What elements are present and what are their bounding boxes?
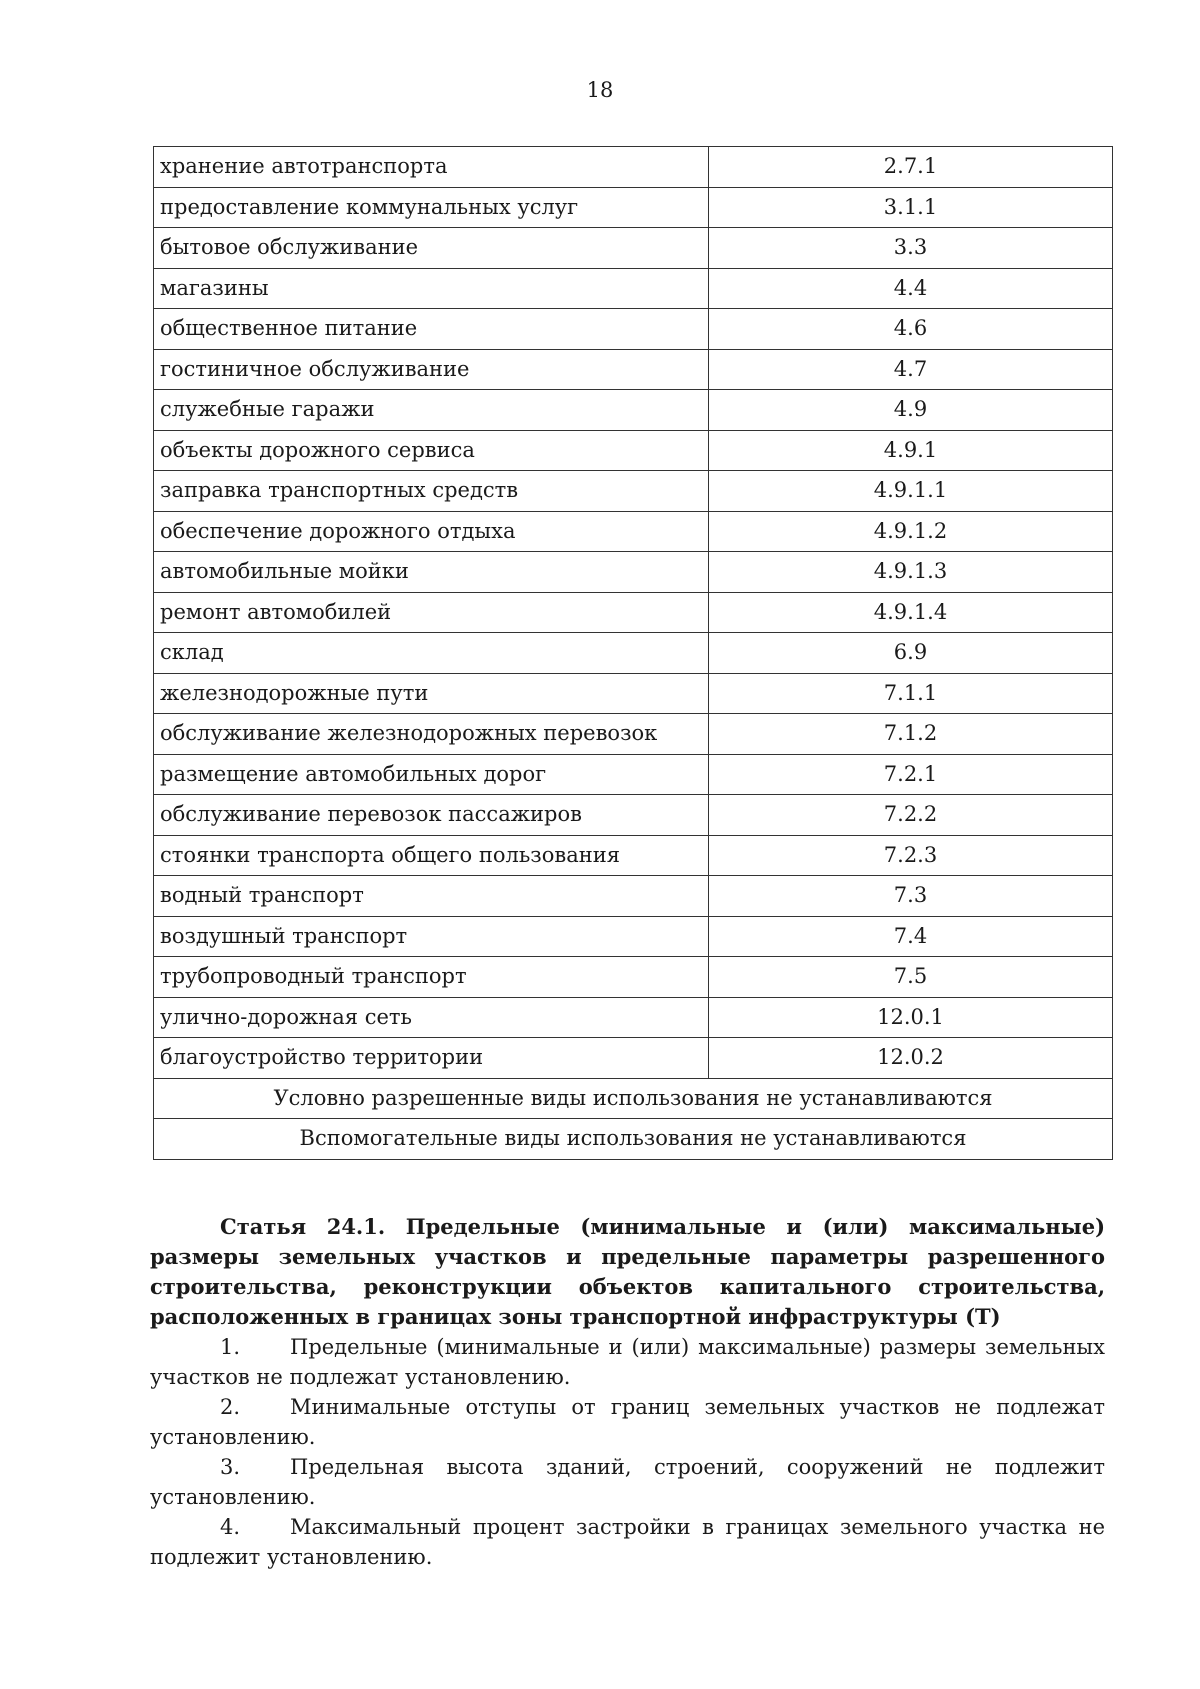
use-code-cell: 7.2.3 (709, 835, 1113, 876)
table-row (154, 147, 1113, 188)
use-code-cell: 3.1.1 (709, 187, 1113, 228)
article-clause-2 (150, 1392, 1105, 1452)
table-row (154, 633, 1113, 674)
table-row (154, 228, 1113, 269)
use-code-cell: 4.9.1.4 (709, 592, 1113, 633)
use-code-cell: 4.4 (709, 268, 1113, 309)
use-code-cell: 4.9.1.1 (709, 471, 1113, 512)
article-section (150, 1212, 1105, 1572)
use-name-cell: железнодорожные пути (154, 673, 709, 714)
table-row (154, 754, 1113, 795)
use-code-cell: 7.2.1 (709, 754, 1113, 795)
use-name-cell: трубопроводный транспорт (154, 957, 709, 998)
auxiliary-uses-row (154, 1119, 1113, 1160)
conditional-uses-note: Условно разрешенные виды использования не устанавливаются (154, 1078, 1113, 1119)
conditional-uses-row (154, 1078, 1113, 1119)
use-code-cell: 7.2.2 (709, 795, 1113, 836)
table-row (154, 835, 1113, 876)
use-name-cell: автомобильные мойки (154, 552, 709, 593)
permitted-uses-table (153, 146, 1113, 1160)
article-clause-4 (150, 1512, 1105, 1572)
table-row (154, 268, 1113, 309)
article-clause-3 (150, 1452, 1105, 1512)
use-name-cell: гостиничное обслуживание (154, 349, 709, 390)
use-code-cell: 4.9.1.2 (709, 511, 1113, 552)
table-row (154, 511, 1113, 552)
table-row (154, 309, 1113, 350)
table-row (154, 714, 1113, 755)
table-row (154, 552, 1113, 593)
use-name-cell: водный транспорт (154, 876, 709, 917)
use-name-cell: воздушный транспорт (154, 916, 709, 957)
table-row (154, 430, 1113, 471)
table-row (154, 471, 1113, 512)
use-code-cell: 4.9.1 (709, 430, 1113, 471)
use-name-cell: обслуживание железнодорожных перевозок (154, 714, 709, 755)
table-row (154, 187, 1113, 228)
use-name-cell: служебные гаражи (154, 390, 709, 431)
table-row (154, 957, 1113, 998)
clause-text: Максимальный процент застройки в границах земельного участка не подлежит установлению. (150, 1515, 1105, 1569)
use-code-cell: 7.1.2 (709, 714, 1113, 755)
table-row (154, 916, 1113, 957)
clause-number: 2. (220, 1395, 241, 1419)
use-code-cell: 12.0.1 (709, 997, 1113, 1038)
use-name-cell: магазины (154, 268, 709, 309)
table-row (154, 673, 1113, 714)
use-name-cell: общественное питание (154, 309, 709, 350)
table-row (154, 997, 1113, 1038)
article-title: Статья 24.1. Предельные (минимальные и (или) максимальные) размеры земельных участков и предельные параметры разрешенного строительства, реконструкции объектов капитального строительства, расположенных в границах зоны транспортной инфраструктуры (Т) (150, 1214, 1105, 1329)
use-name-cell: стоянки транспорта общего пользования (154, 835, 709, 876)
use-code-cell: 4.6 (709, 309, 1113, 350)
use-code-cell: 4.9.1.3 (709, 552, 1113, 593)
use-name-cell: заправка транспортных средств (154, 471, 709, 512)
page-number: 18 (586, 78, 614, 102)
permitted-uses-table-body (154, 147, 1113, 1160)
use-name-cell: хранение автотранспорта (154, 147, 709, 188)
table-row (154, 592, 1113, 633)
use-name-cell: обеспечение дорожного отдыха (154, 511, 709, 552)
use-code-cell: 2.7.1 (709, 147, 1113, 188)
clause-text: Минимальные отступы от границ земельных участков не подлежат установлению. (150, 1395, 1105, 1449)
use-name-cell: улично-дорожная сеть (154, 997, 709, 1038)
use-name-cell: размещение автомобильных дорог (154, 754, 709, 795)
use-code-cell: 4.9 (709, 390, 1113, 431)
use-name-cell: бытовое обслуживание (154, 228, 709, 269)
table-row (154, 876, 1113, 917)
clause-number: 3. (220, 1455, 241, 1479)
use-code-cell: 12.0.2 (709, 1038, 1113, 1079)
use-name-cell: обслуживание перевозок пассажиров (154, 795, 709, 836)
use-code-cell: 7.3 (709, 876, 1113, 917)
table-row (154, 795, 1113, 836)
use-name-cell: предоставление коммунальных услуг (154, 187, 709, 228)
use-code-cell: 7.1.1 (709, 673, 1113, 714)
use-name-cell: склад (154, 633, 709, 674)
clause-number: 1. (220, 1335, 241, 1359)
use-code-cell: 6.9 (709, 633, 1113, 674)
use-code-cell: 7.4 (709, 916, 1113, 957)
clause-text: Предельная высота зданий, строений, сооружений не подлежит установлению. (150, 1455, 1105, 1509)
table-row (154, 390, 1113, 431)
use-name-cell: объекты дорожного сервиса (154, 430, 709, 471)
table-row (154, 1038, 1113, 1079)
table-row (154, 349, 1113, 390)
use-code-cell: 7.5 (709, 957, 1113, 998)
clause-text: Предельные (минимальные и (или) максимальные) размеры земельных участков не подлежат установлению. (150, 1335, 1105, 1389)
use-name-cell: благоустройство территории (154, 1038, 709, 1079)
article-clause-1 (150, 1332, 1105, 1392)
use-name-cell: ремонт автомобилей (154, 592, 709, 633)
use-code-cell: 3.3 (709, 228, 1113, 269)
use-code-cell: 4.7 (709, 349, 1113, 390)
auxiliary-uses-note: Вспомогательные виды использования не устанавливаются (154, 1119, 1113, 1160)
clause-number: 4. (220, 1515, 241, 1539)
